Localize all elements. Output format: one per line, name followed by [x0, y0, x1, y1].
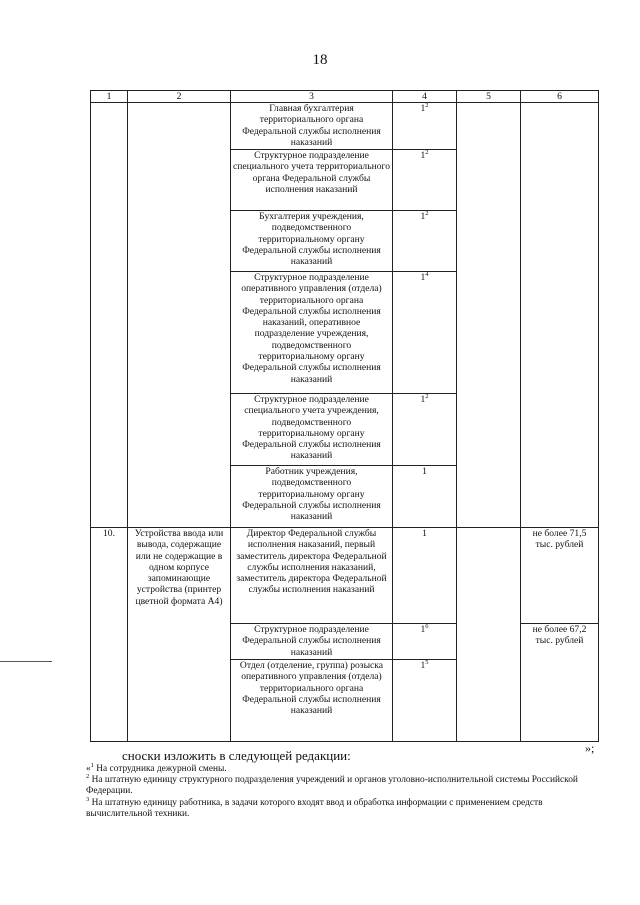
position-cell: Структурное подразделение специального учета учреждения, подведомственного территориальному органу Федеральной службы исполнения наказаний	[231, 394, 393, 466]
quantity-cell	[393, 528, 457, 624]
footnote-ref: 2	[425, 392, 429, 400]
price-cell: не более 67,2 тыс. рублей	[521, 624, 599, 742]
footnote-ref: 2	[425, 148, 429, 156]
quantity-value: 1	[422, 528, 427, 539]
position-cell: Бухгалтерия учреждения, подведомственного территориальному органу Федеральной службы исполнения наказаний	[231, 211, 393, 272]
quantity-value: 1	[422, 466, 427, 477]
col5-cell	[457, 103, 521, 528]
opening-quote: «	[86, 764, 91, 774]
price-cell: не более 71,5 тыс. рублей	[521, 528, 599, 624]
device-name-cell	[128, 103, 231, 528]
page-number: 18	[312, 52, 328, 68]
quantity-cell	[393, 103, 457, 150]
position-cell: Структурное подразделение специального учета территориального органа Федеральной службы исполнения наказаний	[231, 150, 393, 211]
closing-quote: »;	[585, 741, 595, 755]
footnote-3	[86, 795, 606, 820]
quantity-cell	[393, 272, 457, 394]
footnote-2	[86, 775, 606, 797]
quantity-cell	[393, 150, 457, 211]
quantity-value: 1	[420, 150, 426, 161]
position-cell: Отдел (отделение, группа) розыска оперативного управления (отдела) территориального органа Федеральной службы исполнения наказаний	[231, 660, 393, 742]
position-cell: Директор Федеральной службы исполнения наказаний, первый заместитель директора Федеральной службы исполнения наказаний, заместитель директора Федеральной службы исполнения наказаний	[231, 528, 393, 624]
footnotes	[86, 761, 606, 820]
equipment-norms-table	[90, 90, 599, 742]
table-header-row	[91, 91, 599, 103]
footnote-ref: 4	[425, 270, 429, 278]
position-cell: Структурное подразделение оперативного управления (отдела) территориального органа Федеральной службы исполнения наказаний, оперативное подразделение учреждения, подведомственного территориальному органу Федеральной службы исполнения наказаний	[231, 272, 393, 394]
quantity-value: 1	[420, 660, 426, 671]
quantity-cell	[393, 660, 457, 742]
footnote-number: 3	[86, 795, 90, 803]
quantity-value: 1	[420, 394, 426, 405]
col5-cell	[457, 528, 521, 742]
header-col-1: 1	[91, 91, 128, 103]
position-cell: Главная бухгалтерия территориального органа Федеральной службы исполнения наказаний	[231, 103, 393, 150]
quantity-value: 1	[420, 103, 426, 114]
quantity-cell	[393, 211, 457, 272]
footnote-number: 1	[90, 761, 94, 769]
device-name-cell: Устройства ввода или вывода, содержащие или не содержащие в одном корпусе запоминающие устройства (принтер цветной формата А4)	[128, 528, 231, 742]
table-row	[91, 103, 599, 150]
row-number-cell	[91, 103, 128, 528]
header-col-3: 3	[231, 91, 393, 103]
footnote-ref: 2	[425, 101, 429, 109]
quantity-value: 1	[420, 211, 426, 222]
header-col-6: 6	[521, 91, 599, 103]
quantity-value: 1	[420, 272, 426, 283]
table-row	[91, 528, 599, 624]
footnote-text: На штатную единицу структурного подразделения учреждений и органов уголовно-исполнительной системы Российской Федерации.	[86, 775, 578, 797]
price-cell	[521, 103, 599, 528]
footnote-1	[86, 761, 606, 775]
quantity-value: 1	[420, 624, 426, 635]
footnote-text: На штатную единицу работника, в задачи которого входят ввод и обработка информации с применением средств вычислительной техники.	[86, 797, 543, 819]
footnote-ref: 5	[425, 658, 429, 666]
header-col-4: 4	[393, 91, 457, 103]
row-number-cell: 10.	[91, 528, 128, 742]
footnote-ref: 2	[425, 209, 429, 217]
header-col-2: 2	[128, 91, 231, 103]
footnote-text: На сотрудника дежурной смены.	[93, 764, 227, 774]
position-cell: Структурное подразделение Федеральной службы исполнения наказаний	[231, 624, 393, 660]
footnote-heading: сноски изложить в следующей редакции:	[122, 748, 351, 763]
quantity-cell	[393, 466, 457, 528]
margin-mark	[0, 661, 52, 662]
quantity-cell	[393, 394, 457, 466]
header-col-5: 5	[457, 91, 521, 103]
footnote-ref: 6	[425, 622, 429, 630]
quantity-cell	[393, 624, 457, 660]
footnote-number: 2	[86, 773, 90, 781]
position-cell: Работник учреждения, подведомственного территориальному органу Федеральной службы исполнения наказаний	[231, 466, 393, 528]
